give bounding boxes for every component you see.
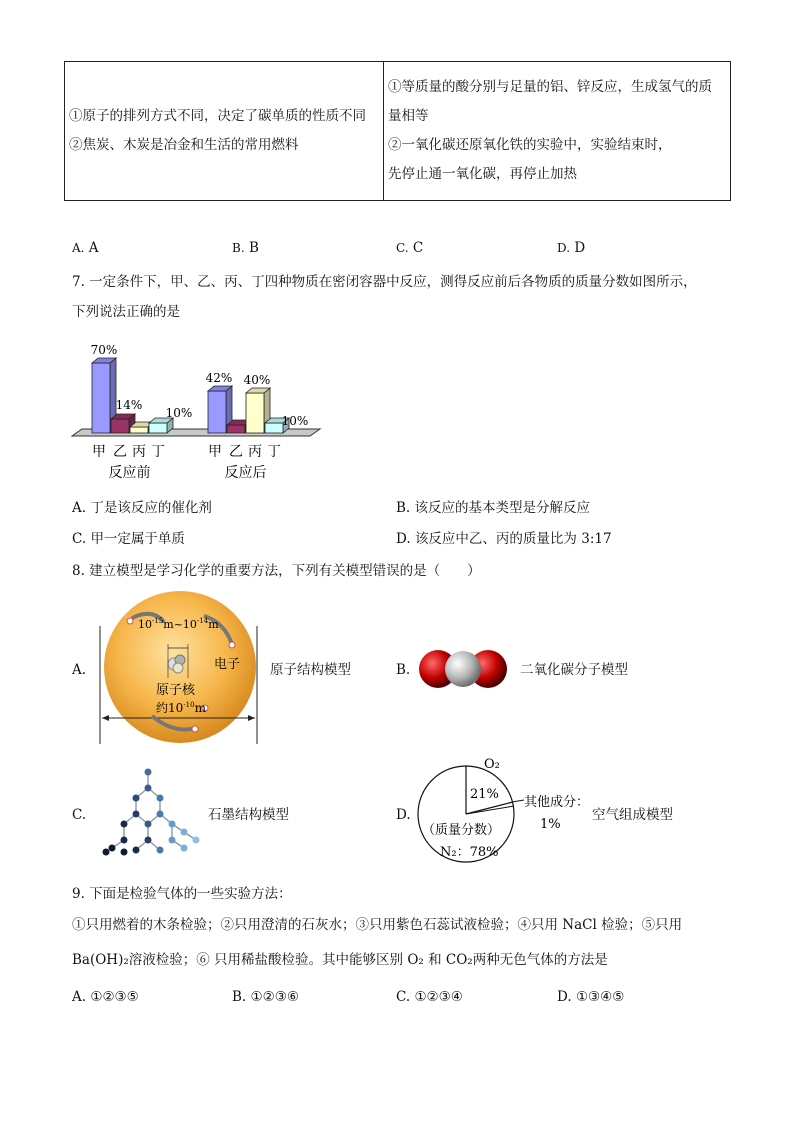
q9-stem-line2: ①只用燃着的木条检验；②只用澄清的石灰水；③只用紫色石蕊试液检验；④只用 NaCl 检验；⑤只用 (72, 917, 683, 933)
arrow-head-right (248, 715, 255, 721)
q9-option-c[interactable] (396, 987, 463, 1007)
atom-model-caption: 原子结构模型 (270, 662, 351, 678)
mass-fraction-label: （质量分数） (422, 823, 501, 838)
category-label: 乙 (229, 444, 243, 460)
bar-value-label: 10% (281, 414, 309, 428)
q9-option-d[interactable] (557, 987, 624, 1007)
q9-option-a[interactable] (72, 987, 139, 1007)
other-leader-line (512, 800, 524, 802)
q8-option-d-letter[interactable]: D. (396, 807, 411, 823)
category-label: 丙 (132, 444, 146, 460)
o2-percent: 21% (470, 787, 499, 802)
category-label: 乙 (113, 444, 127, 460)
graphite-model-caption: 石墨结构模型 (208, 807, 289, 823)
q6-option-c[interactable] (396, 238, 423, 258)
q8-stem: 8. 建立模型是学习化学的重要方法，下列有关模型错误的是（ ） (72, 563, 481, 579)
comparison-table (64, 61, 731, 201)
option-text: ①②③⑥ (250, 989, 299, 1005)
graphite-structure-model (98, 764, 210, 860)
mass-fraction-bar-chart (60, 330, 340, 485)
atom-size-label: 约$10^{-10}m$ (156, 701, 206, 715)
q7-option-b[interactable] (396, 498, 590, 518)
air-composition-pie (412, 752, 592, 868)
option-letter: D. (396, 531, 411, 547)
option-text: 该反应中乙、丙的质量比为 3:17 (414, 531, 612, 547)
bar-value-label: 40% (243, 373, 271, 387)
table-left-line: ①原子的排列方式不同，决定了碳单质的性质不同 (69, 108, 366, 124)
category-label: 甲 (92, 444, 106, 460)
group-label: 反应后 (224, 465, 267, 481)
option-text: 丁是该反应的催化剂 (90, 500, 212, 516)
option-text: C (412, 240, 424, 256)
bar-value-label: 10% (165, 406, 193, 420)
option-letter: C. (396, 241, 409, 255)
electron (229, 642, 235, 648)
option-text: ①②③④ (414, 989, 463, 1005)
q9-stem-line3 (72, 950, 608, 970)
q9-option-b[interactable] (232, 987, 299, 1007)
nucleus-label: 原子核 (156, 683, 196, 698)
option-letter: A. (72, 989, 87, 1005)
group-label: 反应前 (108, 465, 151, 481)
electron (192, 726, 198, 732)
arrow-head-left (102, 715, 109, 721)
option-letter: A. (72, 241, 85, 255)
q8-option-c-letter[interactable]: C. (72, 807, 87, 823)
option-text: B (248, 240, 259, 256)
q6-option-b[interactable] (232, 238, 259, 258)
n2-label: N₂：78% (440, 845, 499, 860)
carbon-atom (445, 651, 481, 687)
option-letter: B. (232, 241, 245, 255)
option-letter: C. (72, 531, 87, 547)
q7-option-d[interactable] (396, 529, 612, 549)
q9-stem-line1: 9. 下面是检验气体的一些实验方法： (72, 886, 292, 902)
option-letter: B. (396, 500, 411, 516)
option-letter: A. (72, 500, 87, 516)
other-percent: 1% (540, 817, 561, 832)
option-text: A (88, 240, 99, 256)
barium-hydroxide-formula: Ba(OH)₂ (72, 952, 129, 968)
table-right-line: 量相等 (388, 108, 429, 124)
co2-molecule-model (418, 642, 508, 696)
nucleus-size-label: $10^{-15}m\sim 10^{-14}m$ (138, 617, 219, 631)
nucleus-particle (173, 663, 183, 673)
category-label: 丁 (151, 444, 165, 460)
bar-value-label: 42% (205, 371, 233, 385)
q6-option-d[interactable] (557, 238, 585, 258)
table-right-line: ②一氧化碳还原氧化铁的实验中，实验结束时， (388, 137, 672, 153)
q7-option-c[interactable] (72, 529, 185, 549)
co2-model-caption: 二氧化碳分子模型 (520, 662, 628, 678)
option-text: D (574, 240, 586, 256)
option-text: 该反应的基本类型是分解反应 (414, 500, 591, 516)
table-right-line: 先停止通一氧化碳，再停止加热 (388, 166, 577, 182)
air-model-caption: 空气组成模型 (592, 807, 673, 823)
table-left-line: ②焦炭、木炭是冶金和生活的常用燃料 (69, 137, 299, 153)
q6-option-a[interactable] (72, 238, 99, 258)
bar-value-label: 70% (90, 343, 118, 357)
table-cell-right (384, 62, 731, 201)
table-cell-left (65, 62, 384, 201)
category-label: 丙 (248, 444, 262, 460)
table-right-line: ①等质量的酸分别与足量的铝、锌反应，生成氢气的质 (388, 79, 712, 95)
electron (127, 618, 133, 624)
q8-option-a-letter[interactable]: A. (72, 662, 87, 678)
o2-label: O₂ (484, 757, 500, 772)
category-label: 甲 (208, 444, 222, 460)
q7-stem-line2: 下列说法正确的是 (72, 304, 180, 320)
bar-value-label: 14% (115, 398, 143, 412)
option-text: ①②③⑤ (90, 989, 139, 1005)
other-label: 其他成分： (524, 795, 590, 810)
option-text: 甲一定属于单质 (90, 531, 185, 547)
option-letter: D. (557, 241, 571, 255)
option-letter: D. (557, 989, 572, 1005)
q8-option-b-letter[interactable]: B. (396, 662, 411, 678)
option-letter: C. (396, 989, 411, 1005)
electron-label: 电子 (214, 657, 241, 672)
option-text: ①③④⑤ (575, 989, 625, 1005)
bar-反应前-丁 (149, 418, 173, 433)
option-letter: B. (232, 989, 247, 1005)
category-label: 丁 (267, 444, 281, 460)
atom-structure-model (92, 588, 272, 748)
q7-option-a[interactable] (72, 498, 212, 518)
q9-stem-line3-text: 溶液检验；⑥ 只用稀盐酸检验。其中能够区别 O₂ 和 CO₂两种无色气体的方法是 (128, 952, 608, 968)
q7-stem-line1: 7. 一定条件下，甲、乙、丙、丁四种物质在密闭容器中反应，测得反应前后各物质的质量分数如图所示， (72, 274, 697, 290)
